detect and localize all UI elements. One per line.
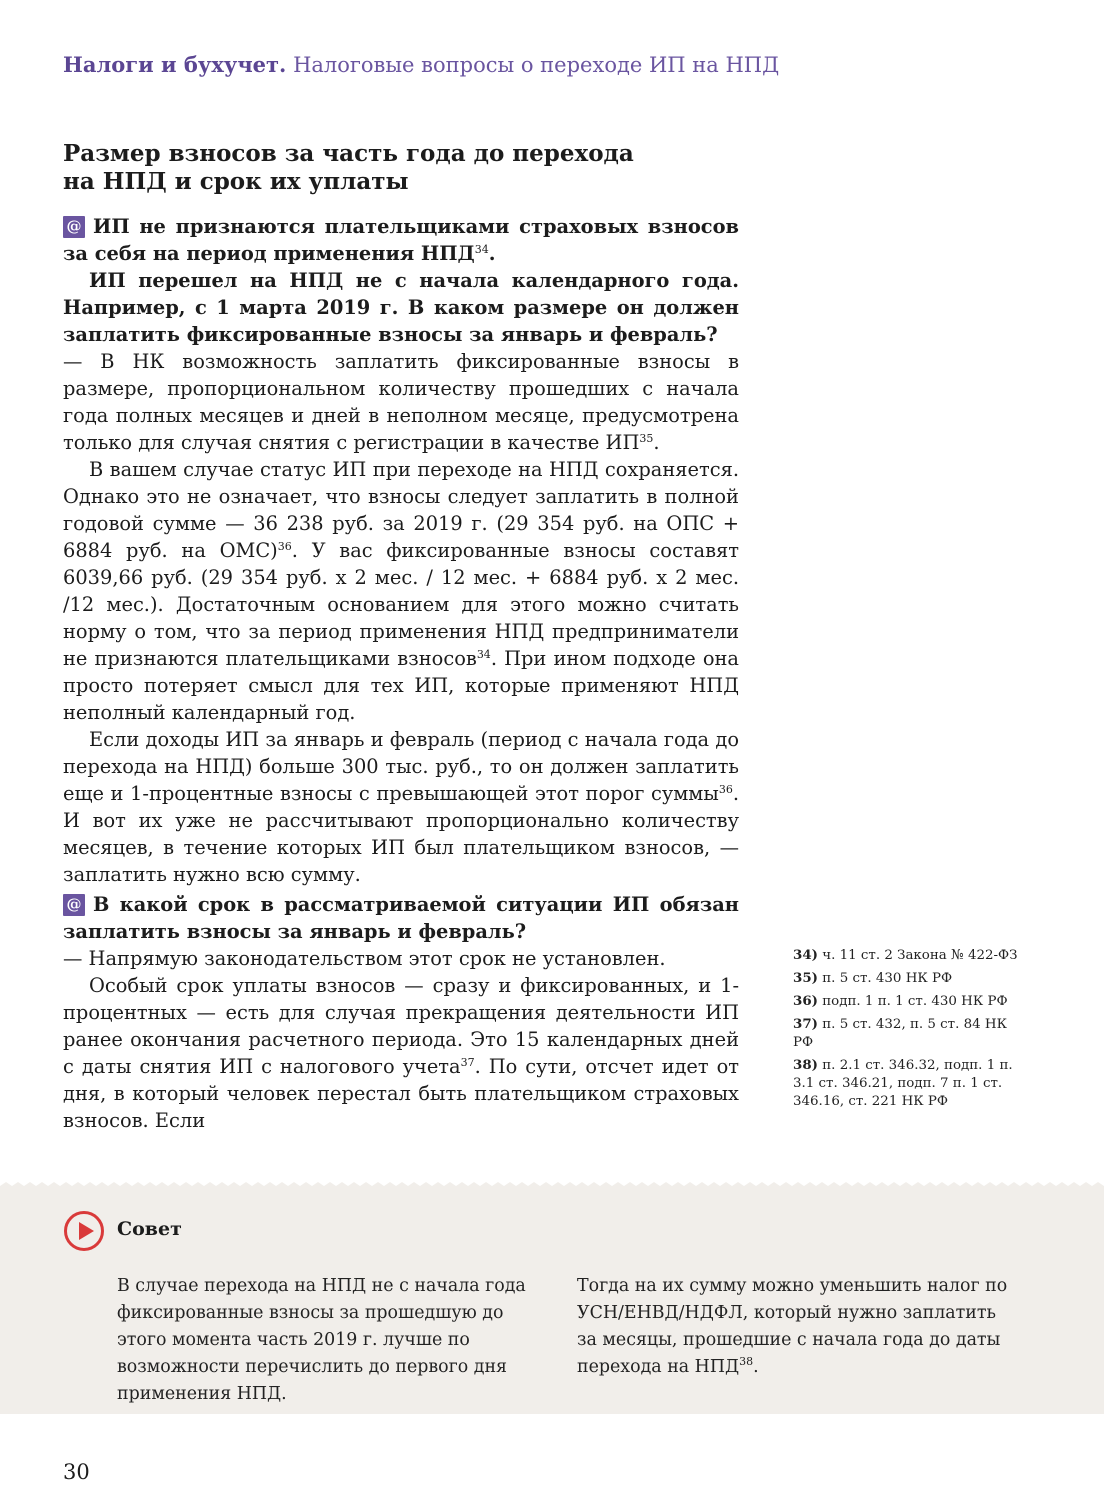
tip-right-text: Тогда на их сумму можно уменьшить налог по УСН/ЕНВД/НДФЛ, который нужно заплатить за месяцы, прошедшие с начала года до даты перехода на НПД <box>577 1276 1008 1377</box>
footnote-ref: 37 <box>460 1056 475 1069</box>
tip-title: Совет <box>117 1218 182 1240</box>
running-header <box>63 52 779 77</box>
footnote-item <box>793 1015 1023 1052</box>
footnote-text: ч. 11 ст. 2 Закона № 422-ФЗ <box>822 948 1018 963</box>
answer-1-p2-text-b: . У вас фиксированные взносы составят 6039,66 руб. (29 354 руб. х 2 мес. / 12 мес. + 6884 руб. х 2 мес. /12 мес.). Достаточным основанием для этого можно считать норму о том, что за период применения НПД предприниматели не признаются плательщиками взносов <box>63 539 739 670</box>
play-icon <box>63 1210 105 1252</box>
footnote-ref: 36 <box>277 540 292 553</box>
footnote-ref: 36 <box>718 783 733 796</box>
footnote-text: п. 5 ст. 430 НК РФ <box>822 971 953 986</box>
footnotes <box>793 946 1023 1115</box>
footnote-text: подп. 1 п. 1 ст. 430 НК РФ <box>822 994 1008 1009</box>
article-title-line2: на НПД и срок их уплаты <box>63 168 409 195</box>
article-title <box>63 140 743 196</box>
footnote-ref: 35 <box>639 432 654 445</box>
tip-text-right <box>577 1273 1017 1381</box>
answer-1-paragraph-3 <box>63 726 739 888</box>
answer-1-p2-text-a: В вашем случае статус ИП при переходе на НПД сохраняется. Однако это не означает, что взносы следует заплатить в полной годовой сумме — 36 238 руб. за 2019 г. (29 354 руб. на ОПС + 6884 руб. на ОМС) <box>63 458 739 562</box>
header-topic: Налоговые вопросы о переходе ИП на НПД <box>293 53 780 77</box>
footnote-text: п. 2.1 ст. 346.32, подп. 1 п. 3.1 ст. 346.21, подп. 7 п. 1 ст. 346.16, ст. 221 НК РФ <box>793 1058 1013 1109</box>
answer-2-paragraph-1: — Напрямую законодательством этот срок не установлен. <box>63 947 666 970</box>
answer-1-paragraph-2 <box>63 456 739 726</box>
tip-text-left: В случае перехода на НПД не с начала года фиксированные взносы за прошедшую до этого момента часть 2019 г. лучше по возможности перечислить до первого дня применения НПД. <box>117 1276 526 1404</box>
fact-text: ИП не признаются плательщиками страховых взносов за себя на период применения НПД <box>63 215 739 265</box>
answer-1-paragraph-1: — В НК возможность заплатить фиксированные взносы в размере, пропорциональном количеству прошедших с начала года полных месяцев и дней в неполном месяце, предусмотрена только для случая снятия с регистрации в качестве ИП$^{35}$. <box>63 350 739 454</box>
footnote-ref: 34 <box>474 243 489 256</box>
question-2 <box>63 891 739 945</box>
answer-2-paragraph-2 <box>63 972 739 1134</box>
answer-2-p2-text-b: . По сути, отсчет идет от дня, в который человек перестал быть плательщиком страховых взносов. Если <box>63 1055 740 1132</box>
footnote-item <box>793 992 1023 1011</box>
article-title-line1: Размер взносов за часть года до перехода <box>63 140 634 167</box>
question-2-text: В какой срок в рассматриваемой ситуации ИП обязан заплатить взносы за январь и февраль? <box>63 893 739 943</box>
question-1: ИП перешел на НПД не с начала календарного года. Например, с 1 марта 2019 г. В каком размере он должен заплатить фиксированные взносы за январь и февраль? <box>63 269 739 346</box>
answer-1-p2-text-c: . При ином подходе она просто потеряет смысл для тех ИП, которые применяют НПД неполный календарный год. <box>63 647 739 724</box>
footnote-ref: 34 <box>476 648 491 661</box>
at-icon: @ <box>63 216 85 238</box>
footnote-text: п. 5 ст. 432, п. 5 ст. 84 НК РФ <box>793 1017 1007 1050</box>
answer-1-p3-text-b: . И вот их уже не рассчитывают пропорционально количеству месяцев, в течение которых ИП был плательщиком взносов, — заплатить нужно всю сумму. <box>63 782 739 886</box>
answer-2-p2-text-a: Особый срок уплаты взносов — сразу и фиксированных, и 1-процентных — есть для случая прекращения деятельности ИП ранее окончания расчетного периода. Это 15 календарных дней с даты снятия ИП с налогового учета <box>63 974 739 1078</box>
fact-paragraph: @ ИП не признаются плательщиками страховых взносов за себя на период применения НПД$^{34}$. <box>63 215 739 265</box>
article-block-2 <box>63 891 739 1134</box>
answer-1-text: — В НК возможность заплатить фиксированные взносы в размере, пропорциональном количеству прошедших с начала года полных месяцев и дней в неполном месяце, предусмотрена только для случая снятия с регистрации в качестве ИП <box>63 350 739 454</box>
footnote-number: 35) <box>793 970 818 986</box>
answer-1-p3-text-a: Если доходы ИП за январь и февраль (период с начала года до перехода на НПД) больше 300 тыс. руб., то он должен заплатить еще и 1-процентные взносы с превышающей этот порог суммы <box>63 728 739 805</box>
footnote-item <box>793 969 1023 988</box>
at-icon: @ <box>63 894 85 916</box>
footnote-item <box>793 1056 1023 1111</box>
tip-right-end: . <box>753 1357 759 1377</box>
article-block-1 <box>63 213 739 888</box>
footnote-item <box>793 946 1023 965</box>
page-number: 30 <box>63 1460 90 1484</box>
footnote-number: 36) <box>793 993 818 1009</box>
footnote-number: 38) <box>793 1057 818 1073</box>
footnote-number: 37) <box>793 1016 818 1032</box>
header-section: Налоги и бухучет. <box>63 52 287 77</box>
footnote-number: 34) <box>793 947 818 963</box>
footnote-ref: 38 <box>739 1355 754 1368</box>
